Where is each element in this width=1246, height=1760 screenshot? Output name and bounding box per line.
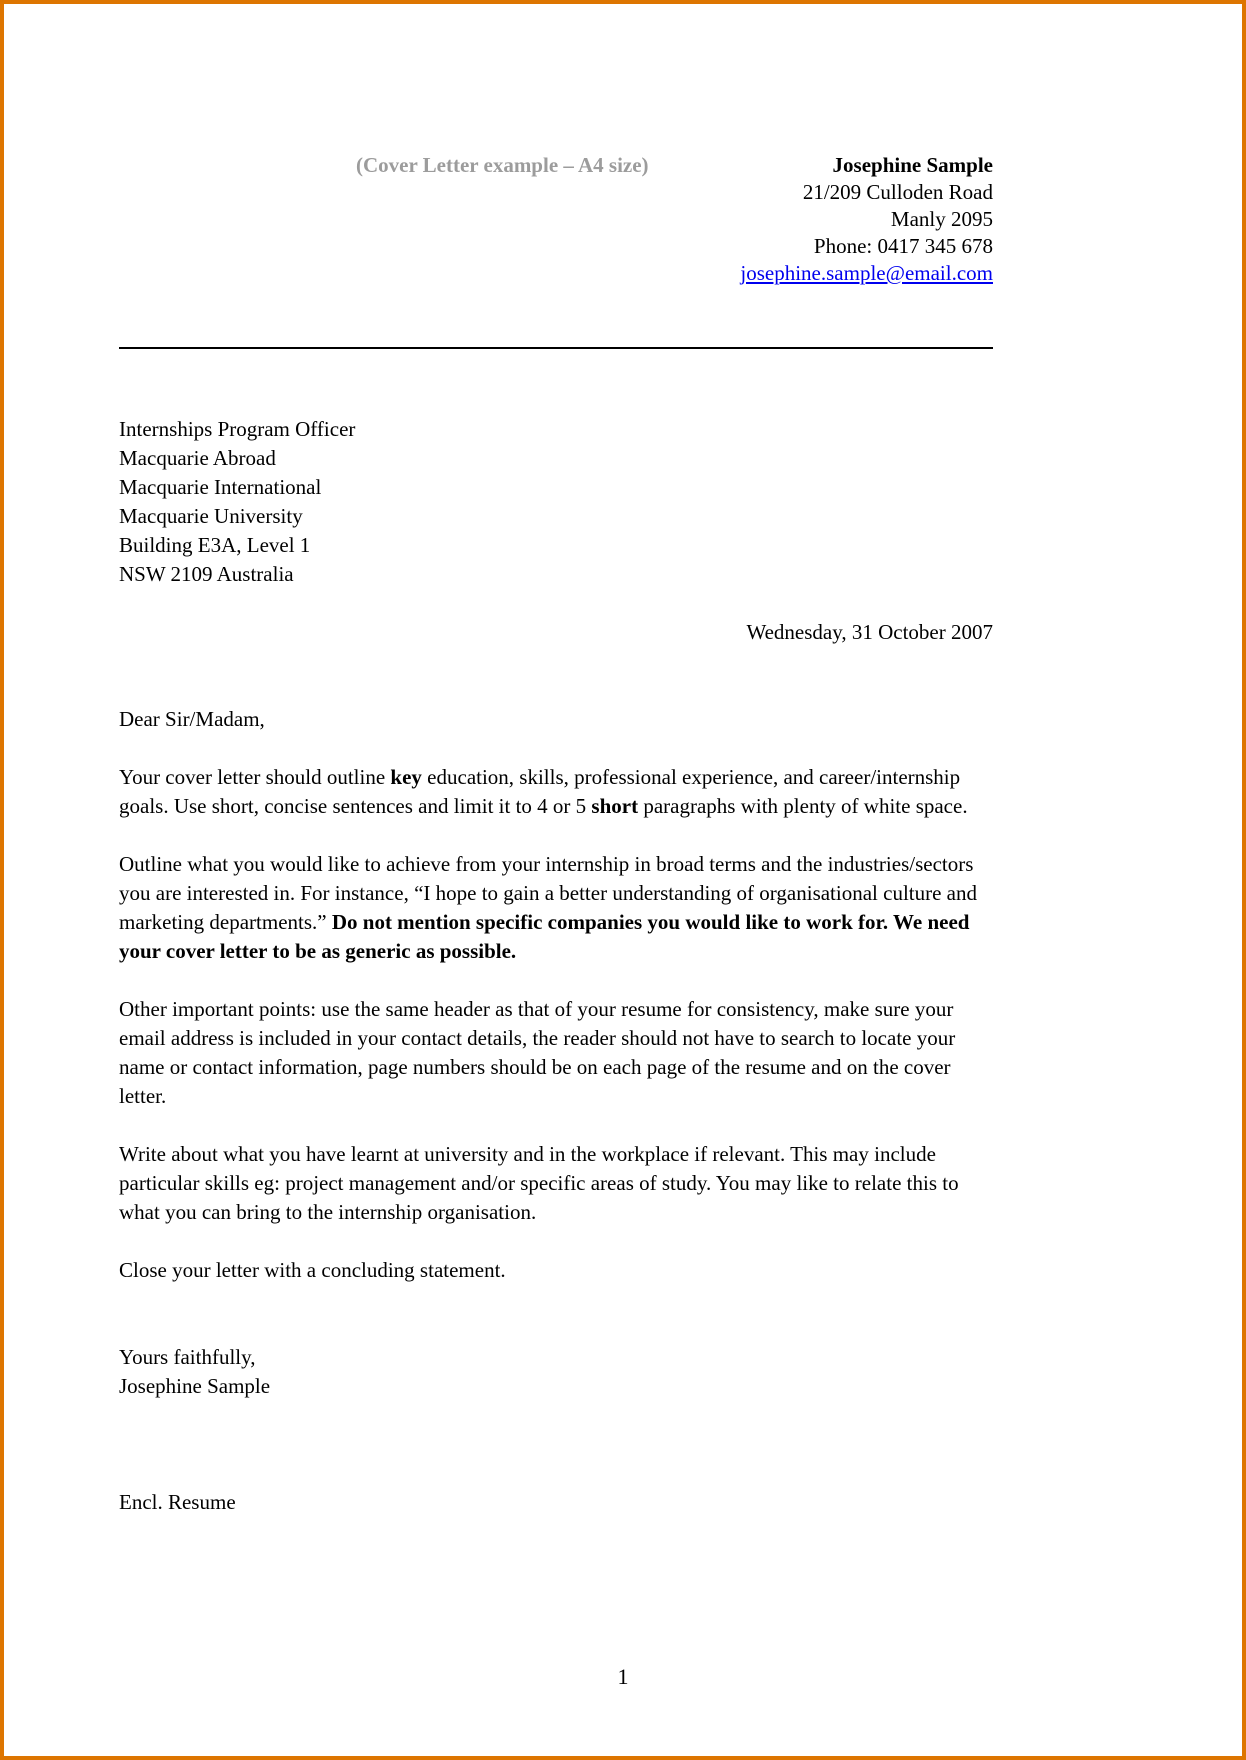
recipient-line-1: Internships Program Officer	[119, 417, 356, 441]
p1-bold-short: short	[591, 794, 639, 818]
sender-name: Josephine Sample	[832, 153, 993, 177]
enclosure-note: Encl. Resume	[119, 1490, 236, 1514]
body-paragraph-3: Other important points: use the same header as that of your resume for consistency, make sure your email address is included in your contact details, the reader should not have to search to locate your name or contact information, page numbers should be on each page of the resume and on the cover letter.	[119, 997, 956, 1108]
p1-text-pre: Your cover letter should outline	[119, 765, 391, 789]
recipient-line-3: Macquarie International	[119, 475, 322, 499]
p2-text-pre: Outline what you would like to achieve from your internship in broad terms and the industries/sectors you are interested in. For instance, “I hope to gain a better understanding of organisational culture and marketing departments.”	[119, 852, 978, 934]
p1-text-mid: education, skills, professional experience, and career/internship goals. Use short, concise sentences and limit it to 4 or 5	[119, 765, 961, 818]
body-paragraph-2	[119, 850, 993, 966]
recipient-block	[119, 415, 993, 589]
p2-bold-generic: Do not mention specific companies you would like to work for. We need your cover letter to be as generic as possible.	[119, 910, 970, 963]
recipient-line-5: Building E3A, Level 1	[119, 533, 311, 557]
header-divider	[119, 347, 993, 349]
sender-phone: Phone: 0417 345 678	[813, 234, 993, 258]
letter-content	[4, 4, 1242, 1517]
recipient-line-6: NSW 2109 Australia	[119, 562, 294, 586]
letter-date: Wednesday, 31 October 2007	[746, 620, 993, 644]
valediction: Yours faithfully,	[119, 1345, 256, 1369]
body-paragraph-1	[119, 763, 993, 821]
letter-header	[119, 152, 993, 287]
p1-text-post: paragraphs with plenty of white space.	[638, 794, 968, 818]
closing-block	[119, 1343, 993, 1401]
template-note: (Cover Letter example – A4 size)	[356, 153, 649, 177]
sender-email-link[interactable]: josephine.sample@email.com	[740, 261, 993, 285]
body-paragraph-5: Close your letter with a concluding statement.	[119, 1258, 506, 1282]
sender-address-line-2: Manly 2095	[890, 207, 993, 231]
sender-email-row	[119, 260, 993, 287]
salutation: Dear Sir/Madam,	[119, 707, 265, 731]
sender-address-line-1: 21/209 Culloden Road	[802, 180, 993, 204]
p1-bold-key: key	[390, 765, 422, 789]
recipient-line-2: Macquarie Abroad	[119, 446, 276, 470]
recipient-line-4: Macquarie University	[119, 504, 303, 528]
page-number: 1	[617, 1664, 629, 1689]
body-paragraph-4: Write about what you have learnt at university and in the workplace if relevant. This may include particular skills eg: project management and/or specific areas of study. You may like to relate this to what you can bring to the internship organisation.	[119, 1142, 959, 1224]
signature-name: Josephine Sample	[119, 1374, 271, 1398]
